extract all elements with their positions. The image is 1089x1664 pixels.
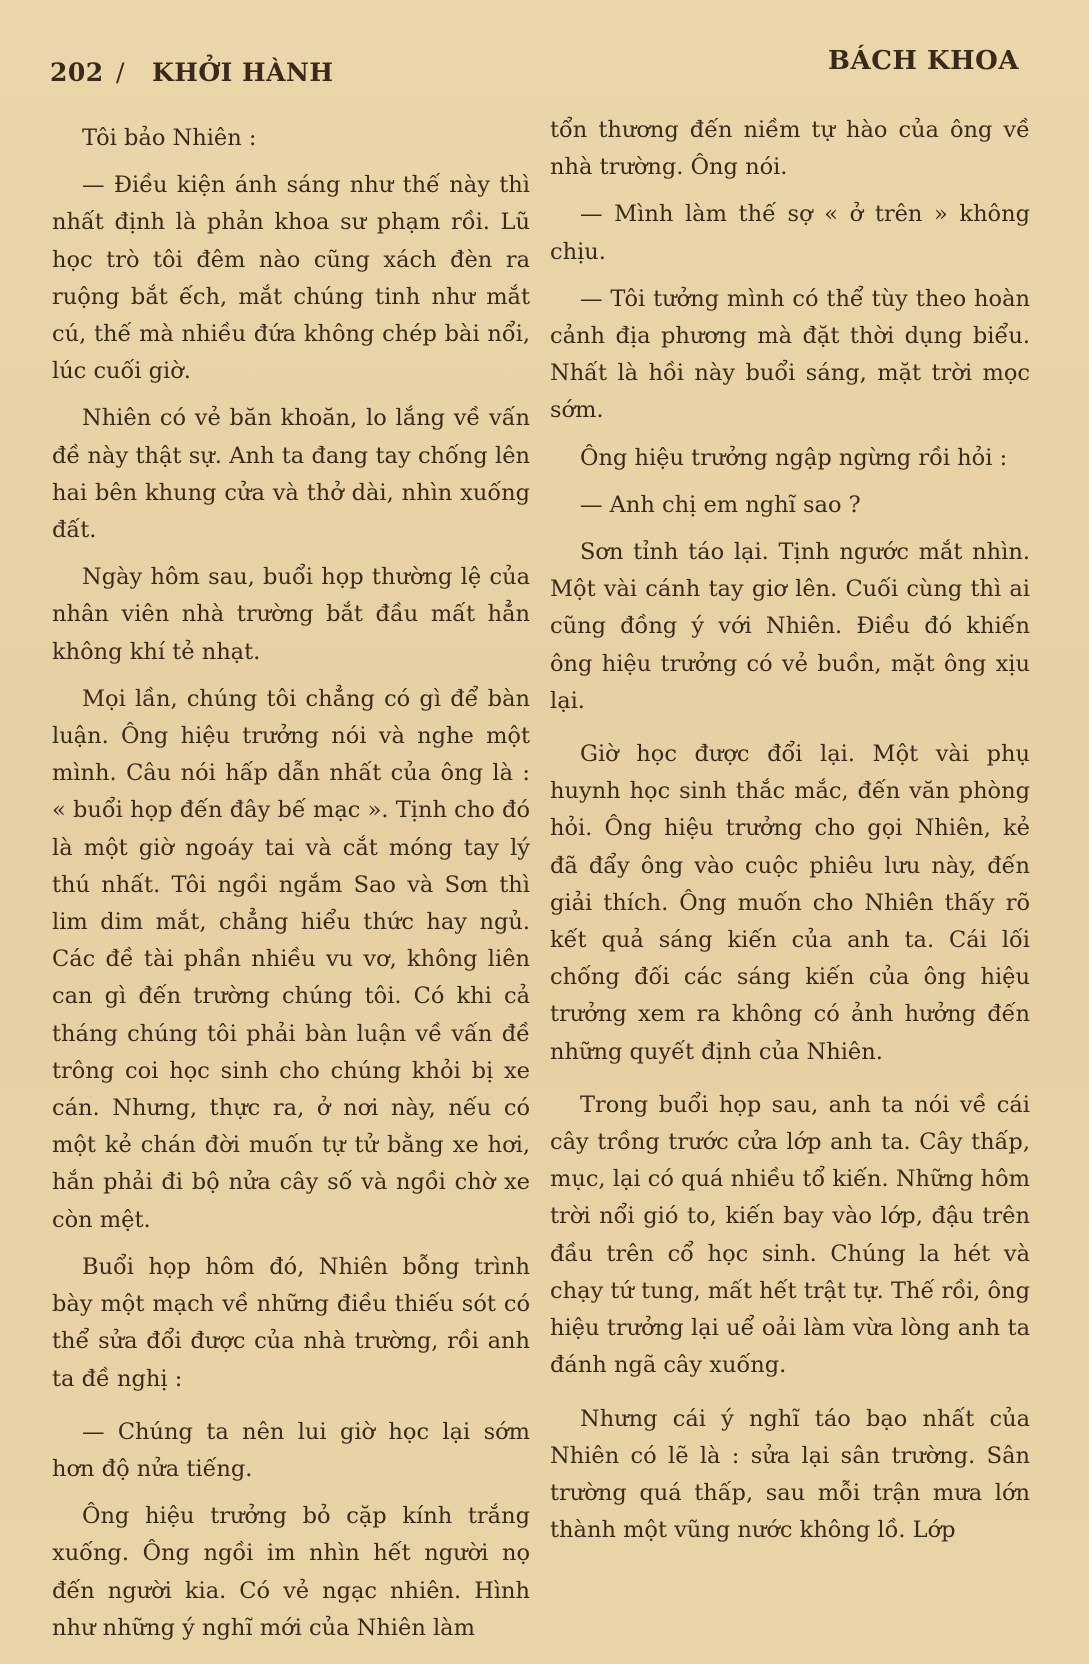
paragraph: — Mình làm thế sợ « ở trên » không chịu.	[550, 201, 1030, 265]
paragraph: Ông hiệu trưởng ngập ngừng rồi hỏi :	[580, 444, 1008, 471]
paragraph: Ông hiệu trưởng bỏ cặp kính trắng xuống. Ông ngồi im nhìn hết người nọ đến người kia. Có vẻ ngạc nhiên. Hình như những ý nghĩ mới của Nhiên làm	[52, 1503, 530, 1641]
journal-title: BÁCH KHOA	[828, 46, 1019, 76]
paragraph: Nhưng cái ý nghĩ táo bạo nhất của Nhiên có lẽ là : sửa lại sân trường. Sân trường quá thấp, sau mỗi trận mưa lớn thành một vũng nước không lồ. Lớp	[550, 1405, 1030, 1544]
paragraph: Trong buổi họp sau, anh ta nói về cái cây trồng trước cửa lớp anh ta. Cây thấp, mục, lại có quá nhiều tổ kiến. Những hôm trời nổi gió to, kiến bay vào lớp, đậu trên đầu trên cổ học sinh. Chúng la hét và chạy tứ tung, mất hết trật tự. Thế rồi, ông hiệu trưởng lại uể oải làm vừa lòng anh ta đánh ngã cây xuống.	[550, 1091, 1030, 1379]
paragraph: Giờ học được đổi lại. Một vài phụ huynh học sinh thắc mắc, đến văn phòng hỏi. Ông hiệu trưởng cho gọi Nhiên, kẻ đã đẩy ông vào cuộc phiêu lưu này, đến giải thích. Ông muốn cho Nhiên thấy rõ kết quả sáng kiến của anh ta. Cái lối chống đối các sáng kiến của ông hiệu trưởng xem ra không có ảnh hưởng đến những quyết định của Nhiên.	[550, 741, 1030, 1065]
section-title: KHỞI HÀNH	[152, 58, 334, 87]
page-number: 202	[50, 58, 104, 87]
left-column	[52, 120, 530, 1647]
paragraph: Nhiên có vẻ băn khoăn, lo lắng về vấn đề này thật sự. Anh ta đang tay chống lên hai bên khung cửa và thở dài, nhìn xuống đất.	[52, 405, 530, 544]
page-header	[50, 46, 1019, 96]
header-separator: /	[116, 58, 125, 87]
paragraph: Sơn tỉnh táo lại. Tịnh ngước mắt nhìn. Một vài cánh tay giơ lên. Cuối cùng thì ai cũng đồng ý với Nhiên. Điều đó khiến ông hiệu trưởng có vẻ buồn, mặt ông xịu lại.	[550, 539, 1030, 714]
right-column	[550, 112, 1030, 1549]
paragraph: — Anh chị em nghĩ sao ?	[580, 491, 861, 518]
paragraph: Mọi lần, chúng tôi chẳng có gì để bàn luận. Ông hiệu trưởng nói và nghe một mình. Câu nói hấp dẫn nhất của ông là : « buổi họp đến đây bế mạc ». Tịnh cho đó là một giờ ngoáy tai và cắt móng tay lý thú nhất. Tôi ngồi ngắm Sao và Sơn thì lim dim mắt, chẳng hiểu thức hay ngủ. Các đề tài phần nhiều vu vơ, không liên can gì đến trường chúng tôi. Có khi cả tháng chúng tôi phải bàn luận về vấn đề trông coi học sinh cho chúng khỏi bị xe cán. Nhưng, thực ra, ở nơi này, nếu có một kẻ chán đời muốn tự tử bằng xe hơi, hắn phải đi bộ nửa cây số và ngồi chờ xe còn mệt.	[52, 685, 530, 1233]
paragraph: Buổi họp hôm đó, Nhiên bỗng trình bày một mạch về những điều thiếu sót có thể sửa đổi được của nhà trường, rồi anh ta đề nghị :	[52, 1253, 530, 1392]
paragraph: — Chúng ta nên lui giờ học lại sớm hơn độ nửa tiếng.	[52, 1418, 530, 1482]
paragraph: tổn thương đến niềm tự hào của ông về nhà trường. Ông nói.	[550, 117, 1030, 181]
paragraph: — Điều kiện ánh sáng như thế này thì nhất định là phản khoa sư phạm rồi. Lũ học trò tôi đêm nào cũng xách đèn ra ruộng bắt ếch, mắt chúng tinh như mắt cú, thế mà nhiều đứa không chép bài nổi, lúc cuối giờ.	[52, 172, 530, 385]
paragraph: Tôi bảo Nhiên :	[82, 125, 257, 151]
paragraph: — Tôi tưởng mình có thể tùy theo hoàn cảnh địa phương mà đặt thời dụng biểu. Nhất là hồi này buổi sáng, mặt trời mọc sớm.	[550, 285, 1030, 424]
paragraph: Ngày hôm sau, buổi họp thường lệ của nhân viên nhà trường bắt đầu mất hẳn không khí tẻ nhạt.	[52, 564, 530, 665]
